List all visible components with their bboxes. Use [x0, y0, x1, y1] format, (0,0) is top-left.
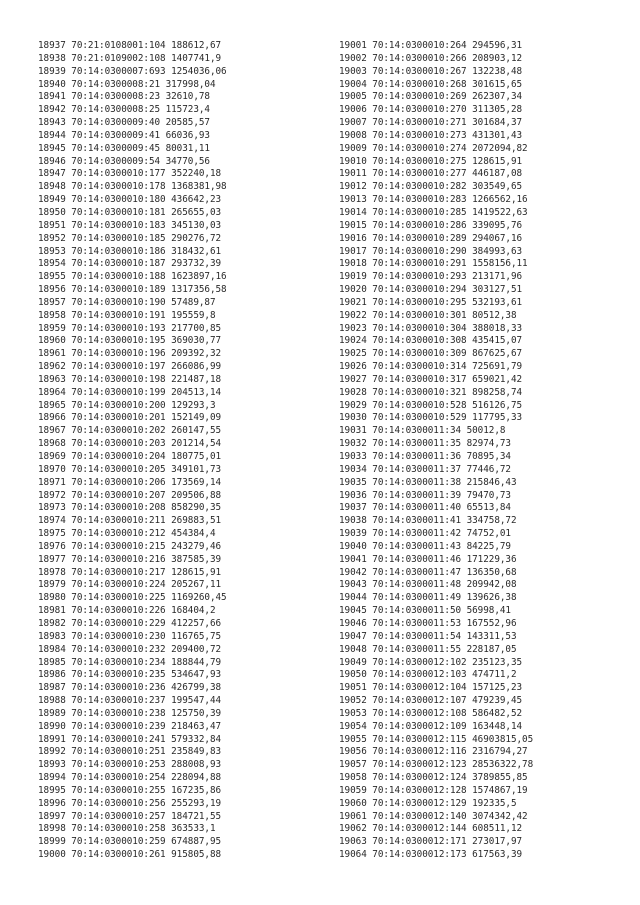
record-line: 18955 70:14:0300010:188 1623897,16 — [38, 271, 227, 283]
record-line: 18976 70:14:0300010:215 243279,46 — [38, 540, 222, 552]
record-line: 18942 70:14:0300008:25 115723,4 — [38, 104, 210, 116]
record-line: 19048 70:14:0300011:55 228187,05 — [339, 643, 517, 655]
record-line: 19054 70:14:0300012:109 163448,14 — [339, 720, 523, 732]
record-line: 19058 70:14:0300012:124 3789855,85 — [339, 772, 528, 784]
record-line: 18999 70:14:0300010:259 674887,95 — [38, 836, 222, 848]
record-line: 19003 70:14:0300010:267 132238,48 — [339, 65, 523, 77]
record-line: 19052 70:14:0300012:107 479239,45 — [339, 695, 523, 707]
record-line: 18989 70:14:0300010:238 125750,39 — [38, 707, 222, 719]
record-line: 19044 70:14:0300011:49 139626,38 — [339, 592, 517, 604]
record-line: 19030 70:14:0300010:529 117795,33 — [339, 412, 523, 424]
record-line: 18940 70:14:0300008:21 317998,04 — [38, 78, 216, 90]
record-line: 18986 70:14:0300010:235 534647,93 — [38, 669, 222, 681]
record-line: 18952 70:14:0300010:185 290276,72 — [38, 232, 222, 244]
record-line: 18958 70:14:0300010:191 195559,8 — [38, 309, 216, 321]
record-line: 18979 70:14:0300010:224 205267,11 — [38, 579, 222, 591]
record-line: 19000 70:14:0300010:261 915805,88 — [38, 849, 222, 861]
right-record-column — [339, 40, 533, 862]
record-line: 19047 70:14:0300011:54 143311,53 — [339, 630, 517, 642]
record-line: 18973 70:14:0300010:208 858290,35 — [38, 502, 222, 514]
record-line: 19034 70:14:0300011:37 77446,72 — [339, 463, 511, 475]
record-line: 19024 70:14:0300010:308 435415,07 — [339, 335, 523, 347]
record-line: 19033 70:14:0300011:36 70895,34 — [339, 451, 511, 462]
record-line: 18996 70:14:0300010:256 255293,19 — [38, 797, 222, 809]
record-line: 18980 70:14:0300010:225 1169260,45 — [38, 592, 227, 604]
record-line: 18993 70:14:0300010:253 288008,93 — [38, 759, 222, 771]
record-line: 19062 70:14:0300012:144 608511,12 — [339, 823, 523, 835]
record-line: 19051 70:14:0300012:104 157125,23 — [339, 682, 523, 694]
record-line: 19009 70:14:0300010:274 2072094,82 — [339, 142, 528, 154]
record-line: 18969 70:14:0300010:204 180775,01 — [38, 451, 222, 462]
record-line: 19043 70:14:0300011:48 209942,08 — [339, 579, 517, 591]
record-line: 18964 70:14:0300010:199 204513,14 — [38, 386, 222, 398]
record-line: 19007 70:14:0300010:271 301684,37 — [339, 117, 523, 129]
record-line: 19015 70:14:0300010:286 339095,76 — [339, 219, 523, 231]
record-line: 18950 70:14:0300010:181 265655,03 — [38, 206, 222, 218]
record-line: 18985 70:14:0300010:234 188844,79 — [38, 656, 222, 668]
record-line: 19037 70:14:0300011:40 65513,84 — [339, 502, 511, 514]
record-line: 19060 70:14:0300012:129 192335,5 — [339, 797, 517, 809]
record-line: 19027 70:14:0300010:317 659021,42 — [339, 373, 523, 385]
record-line: 19053 70:14:0300012:108 586482,52 — [339, 707, 523, 719]
record-line: 18965 70:14:0300010:200 129293,3 — [38, 399, 216, 411]
record-line: 19028 70:14:0300010:321 898258,74 — [339, 386, 523, 398]
record-line: 18997 70:14:0300010:257 184721,55 — [38, 810, 222, 822]
record-line: 19014 70:14:0300010:285 1419522,63 — [339, 206, 528, 218]
record-line: 19035 70:14:0300011:38 215846,43 — [339, 476, 517, 488]
record-line: 18967 70:14:0300010:202 260147,55 — [38, 425, 222, 437]
record-line: 18972 70:14:0300010:207 209506,88 — [38, 489, 222, 501]
record-line: 18941 70:14:0300008:23 32610,78 — [38, 91, 210, 103]
record-line: 19042 70:14:0300011:47 136350,68 — [339, 566, 517, 578]
record-line: 18975 70:14:0300010:212 454384,4 — [38, 528, 216, 540]
record-line: 19021 70:14:0300010:295 532193,61 — [339, 296, 523, 308]
record-line: 19026 70:14:0300010:314 725691,79 — [339, 361, 523, 373]
record-line: 18971 70:14:0300010:206 173569,14 — [38, 476, 222, 488]
record-line: 19039 70:14:0300011:42 74752,01 — [339, 528, 511, 540]
record-line: 19049 70:14:0300012:102 235123,35 — [339, 656, 523, 668]
record-line: 19050 70:14:0300012:103 474711,2 — [339, 669, 517, 681]
record-line: 18944 70:14:0300009:41 66036,93 — [38, 129, 210, 141]
record-line: 18953 70:14:0300010:186 318432,61 — [38, 245, 222, 257]
record-line: 19045 70:14:0300011:50 56998,41 — [339, 605, 511, 617]
record-line: 18977 70:14:0300010:216 387585,39 — [38, 553, 222, 565]
record-line: 19001 70:14:0300010:264 294596,31 — [339, 40, 523, 51]
record-line: 18956 70:14:0300010:189 1317356,58 — [38, 284, 227, 296]
record-line: 18998 70:14:0300010:258 363533,1 — [38, 823, 216, 835]
record-line: 19020 70:14:0300010:294 303127,51 — [339, 284, 523, 296]
record-line: 19025 70:14:0300010:309 867625,67 — [339, 348, 523, 360]
record-line: 19040 70:14:0300011:43 84225,79 — [339, 540, 511, 552]
record-line: 19018 70:14:0300010:291 1558156,11 — [339, 258, 528, 270]
record-line: 19061 70:14:0300012:140 3074342,42 — [339, 810, 528, 822]
record-line: 19022 70:14:0300010:301 80512,38 — [339, 309, 517, 321]
record-line: 18984 70:14:0300010:232 209400,72 — [38, 643, 222, 655]
record-line: 18966 70:14:0300010:201 152149,09 — [38, 412, 222, 424]
record-line: 18974 70:14:0300010:211 269883,51 — [38, 515, 222, 527]
record-line: 19032 70:14:0300011:35 82974,73 — [339, 438, 511, 450]
record-line: 18988 70:14:0300010:237 199547,44 — [38, 695, 222, 707]
record-line: 19017 70:14:0300010:290 384993,63 — [339, 245, 523, 257]
record-line: 18970 70:14:0300010:205 349101,73 — [38, 463, 222, 475]
record-line: 18960 70:14:0300010:195 369030,77 — [38, 335, 222, 347]
record-line: 18982 70:14:0300010:229 412257,66 — [38, 617, 222, 629]
record-line: 18992 70:14:0300010:251 235849,83 — [38, 746, 222, 758]
record-line: 18962 70:14:0300010:197 266086,99 — [38, 361, 222, 373]
record-line: 19064 70:14:0300012:173 617563,39 — [339, 849, 523, 861]
record-line: 18937 70:21:0108001:104 188612,67 — [38, 40, 222, 51]
record-line: 18990 70:14:0300010:239 218463,47 — [38, 720, 222, 732]
record-line: 18954 70:14:0300010:187 293732,39 — [38, 258, 222, 270]
record-line: 19041 70:14:0300011:46 171229,36 — [339, 553, 517, 565]
record-line: 18963 70:14:0300010:198 221487,18 — [38, 373, 222, 385]
record-line: 18968 70:14:0300010:203 201214,54 — [38, 438, 222, 450]
record-line: 18943 70:14:0300009:40 20585,57 — [38, 117, 210, 129]
record-line: 19008 70:14:0300010:273 431301,43 — [339, 129, 523, 141]
record-line: 19031 70:14:0300011:34 50012,8 — [339, 425, 506, 437]
record-line: 18949 70:14:0300010:180 436642,23 — [38, 194, 222, 206]
record-line: 19046 70:14:0300011:53 167552,96 — [339, 617, 517, 629]
record-line: 18945 70:14:0300009:45 80031,11 — [38, 142, 210, 154]
record-line: 19038 70:14:0300011:41 334758,72 — [339, 515, 517, 527]
record-line: 18991 70:14:0300010:241 579332,84 — [38, 733, 222, 745]
left-record-column — [38, 40, 227, 862]
record-line: 18951 70:14:0300010:183 345130,03 — [38, 219, 222, 231]
record-line: 18995 70:14:0300010:255 167235,86 — [38, 784, 222, 796]
record-line: 19004 70:14:0300010:268 301615,65 — [339, 78, 523, 90]
record-line: 19010 70:14:0300010:275 128615,91 — [339, 155, 523, 167]
record-line: 18981 70:14:0300010:226 168404,2 — [38, 605, 216, 617]
record-line: 18946 70:14:0300009:54 34770,56 — [38, 155, 210, 167]
record-line: 19019 70:14:0300010:293 213171,96 — [339, 271, 523, 283]
record-line: 18957 70:14:0300010:190 57489,87 — [38, 296, 216, 308]
record-line: 18978 70:14:0300010:217 128615,91 — [38, 566, 222, 578]
record-line: 18994 70:14:0300010:254 228094,88 — [38, 772, 222, 784]
record-line: 19016 70:14:0300010:289 294067,16 — [339, 232, 523, 244]
record-line: 18948 70:14:0300010:178 1368381,98 — [38, 181, 227, 193]
record-line: 18987 70:14:0300010:236 426799,38 — [38, 682, 222, 694]
record-line: 18961 70:14:0300010:196 209392,32 — [38, 348, 222, 360]
record-line: 18983 70:14:0300010:230 116765,75 — [38, 630, 222, 642]
record-line: 19013 70:14:0300010:283 1266562,16 — [339, 194, 528, 206]
record-line: 19005 70:14:0300010:269 262307,34 — [339, 91, 523, 103]
record-line: 19006 70:14:0300010:270 311305,28 — [339, 104, 523, 116]
record-line: 19057 70:14:0300012:123 28536322,78 — [339, 759, 534, 771]
record-line: 19012 70:14:0300010:282 303549,65 — [339, 181, 523, 193]
record-line: 19002 70:14:0300010:266 208903,12 — [339, 52, 523, 64]
record-line: 19011 70:14:0300010:277 446187,08 — [339, 168, 523, 180]
record-line: 19023 70:14:0300010:304 388018,33 — [339, 322, 523, 334]
record-line: 18939 70:14:0300007:693 1254036,06 — [38, 65, 227, 77]
record-line: 18938 70:21:0109002:108 1407741,9 — [38, 52, 222, 64]
record-line: 19029 70:14:0300010:528 516126,75 — [339, 399, 523, 411]
record-line: 18959 70:14:0300010:193 217700,85 — [38, 322, 222, 334]
record-line: 19063 70:14:0300012:171 273017,97 — [339, 836, 523, 848]
record-line: 19056 70:14:0300012:116 2316794,27 — [339, 746, 528, 758]
record-line: 19055 70:14:0300012:115 46903815,05 — [339, 733, 534, 745]
record-line: 18947 70:14:0300010:177 352240,18 — [38, 168, 222, 180]
record-line: 19036 70:14:0300011:39 79470,73 — [339, 489, 511, 501]
record-line: 19059 70:14:0300012:128 1574867,19 — [339, 784, 528, 796]
